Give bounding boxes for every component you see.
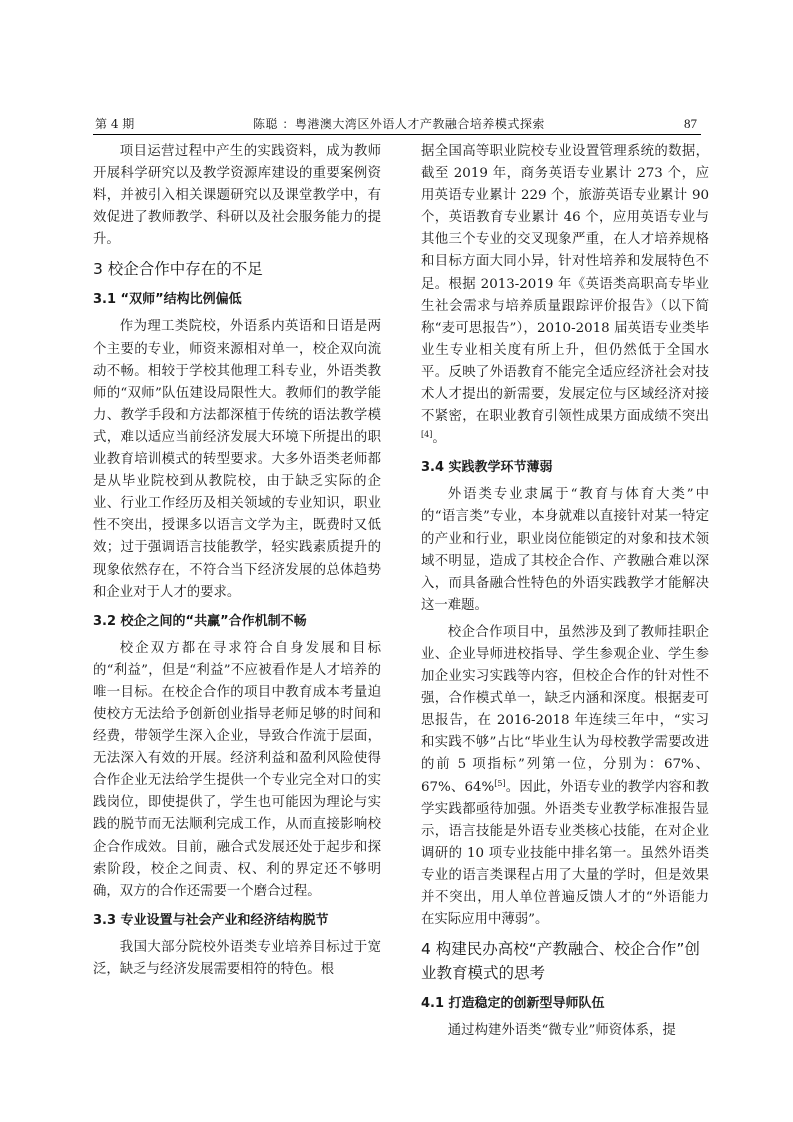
subsection-heading-4-1: 4.1 打造稳定的创新型导师队伍 <box>421 996 605 1012</box>
paragraph-text: 据全国高等职业院校专业设置管理系统的数据，截至 2019 年，商务英语专业累计 273 个，应用英语专业累计 229 个，旅游英语专业累计 90 个，英语教育专业累计 46 个，应用英语专业与其他三个专业的交叉现象严重，在人才培养规格和目标方面大同小异，针对性培养和发展特色不足。根据 2013-2019 年《英语类高职高专毕业生社会需求与培养质量跟踪评价报告》（以下简称“麦可思报告”），2010-2018 届英语专业类毕业生专业相关度有所上升，但仍然低于全国水平。反映了外语教育不能完全适应经济社会对技术人才提出的新需要，发展定位与区域经济对接不紧密，在职业教育引领性成果方面成绩不突出 <box>421 144 709 425</box>
running-title: 陈聪 ：粤港澳大湾区外语人才产教融合培养模式探索 <box>253 117 545 131</box>
citation-4: [4] <box>421 430 433 440</box>
paragraph-3-4-b <box>421 622 709 931</box>
paragraph-3-3-continued <box>421 141 709 450</box>
issue-label: 第 4 期 <box>95 117 135 131</box>
subsection-heading-3-4: 3.4 实践教学环节薄弱 <box>421 460 553 476</box>
subsection-heading-3-3: 3.3 专业设置与社会产业和经济结构脱节 <box>93 912 329 928</box>
paragraph-text-end: 。 <box>432 431 446 447</box>
section-heading-4: 4 构建民办高校“产教融合、校企合作”创业教育模式的思考 <box>421 940 700 983</box>
running-header <box>93 114 701 134</box>
right-column <box>421 141 709 1047</box>
paragraph-project-ops: 项目运营过程中产生的实践资料，成为教师开展科学研究以及教学资源库建设的重要案例资料，并被引入相关课题研究以及课堂教学中，有效促进了教师教学、科研以及社会服务能力的提升。 <box>93 144 381 248</box>
paragraph-3-3: 我国大部分院校外语类专业培养目标过于宽泛，缺乏与经济发展需要相符的特色。根 <box>93 939 381 977</box>
subsection-heading-3-2: 3.2 校企之间的“共赢”合作机制不畅 <box>93 613 307 629</box>
paragraph-3-4-a: 外语类专业隶属于“教育与体育大类”中的“语言类”专业，本身就难以直接针对某一特定的产业和行业，职业岗位能锁定的对象和技术领域不明显，造成了其校企合作、产教融合难以深入，而具备融合性特色的外语实践教学才能解决这一难题。 <box>421 487 709 613</box>
left-column <box>93 141 381 986</box>
section-heading-3: 3 校企合作中存在的不足 <box>93 260 263 279</box>
page-number: 87 <box>684 116 697 131</box>
citation-5: [5] <box>494 778 506 788</box>
paragraph-text-end: 。因此，外语专业的教学内容和教学实践都亟待加强。外语类专业教学标准报告显示，语言技能是外语专业类核心技能，在对企业调研的 10 项专业技能中排名第一。虽然外语类专业的语言类课程占用了大量的学时，但是效果并不突出，用人单位普遍反馈人才的“外语能力在实际应用中薄弱”。 <box>421 779 710 928</box>
header-rule <box>93 134 701 135</box>
subsection-heading-3-1: 3.1 “双师”结构比例偏低 <box>93 292 242 308</box>
paragraph-text: 校企合作项目中，虽然涉及到了教师挂职企业、企业导师进校指导、学生参观企业、学生参加企业实习实践等内容，但校企合作的针对性不强，合作模式单一，缺乏内涵和深度。根据麦可思报告，在 2016-2018 年连续三年中，“实习和实践不够”占比“毕业生认为母校教学需要改进的前 5 项指标”列第一位，分别为：67%、67%、64% <box>421 624 709 795</box>
paragraph-4-1: 通过构建外语类“微专业”师资体系，提 <box>447 1023 676 1039</box>
paragraph-3-2: 校企双方都在寻求符合自身发展和目标的“利益”，但是“利益”不应被看作是人才培养的唯一目标。在校企合作的项目中教育成本考量迫使校方无法给予创新创业指导老师足够的时间和经费，带领学生深入企业，导致合作流于层面，无法深入有效的开展。经济利益和盈利风险使得合作企业无法给学生提供一个专业完全对口的实践岗位，即使提供了，学生也可能因为理论与实践的脱节而无法顺利完成工作，从而直接影响校企合作成效。目前，融合式发展还处于起步和探索阶段，校企之间责、权、利的界定还不够明确，双方的合作还需要一个磨合过程。 <box>93 640 381 899</box>
paragraph-3-1: 作为理工类院校，外语系内英语和日语是两个主要的专业，师资来源相对单一，校企双向流动不畅。相较于学校其他理工科专业，外语类教师的“双师”队伍建设局限性大。教师们的教学能力、教学手段和方法都深植于传统的语法教学模式，难以适应当前经济发展大环境下所提出的职业教育培训模式的转型要求。大多外语类老师都是从毕业院校到从教院校，由于缺乏实际的企业、行业工作经历及相关领域的专业知识，职业性不突出，授课多以语言文学为主，既费时又低效；过于强调语言技能教学，轻实践素质提升的现象依然存在，不符合当下经济发展的总体趋势和企业对于人才的要求。 <box>93 319 381 600</box>
